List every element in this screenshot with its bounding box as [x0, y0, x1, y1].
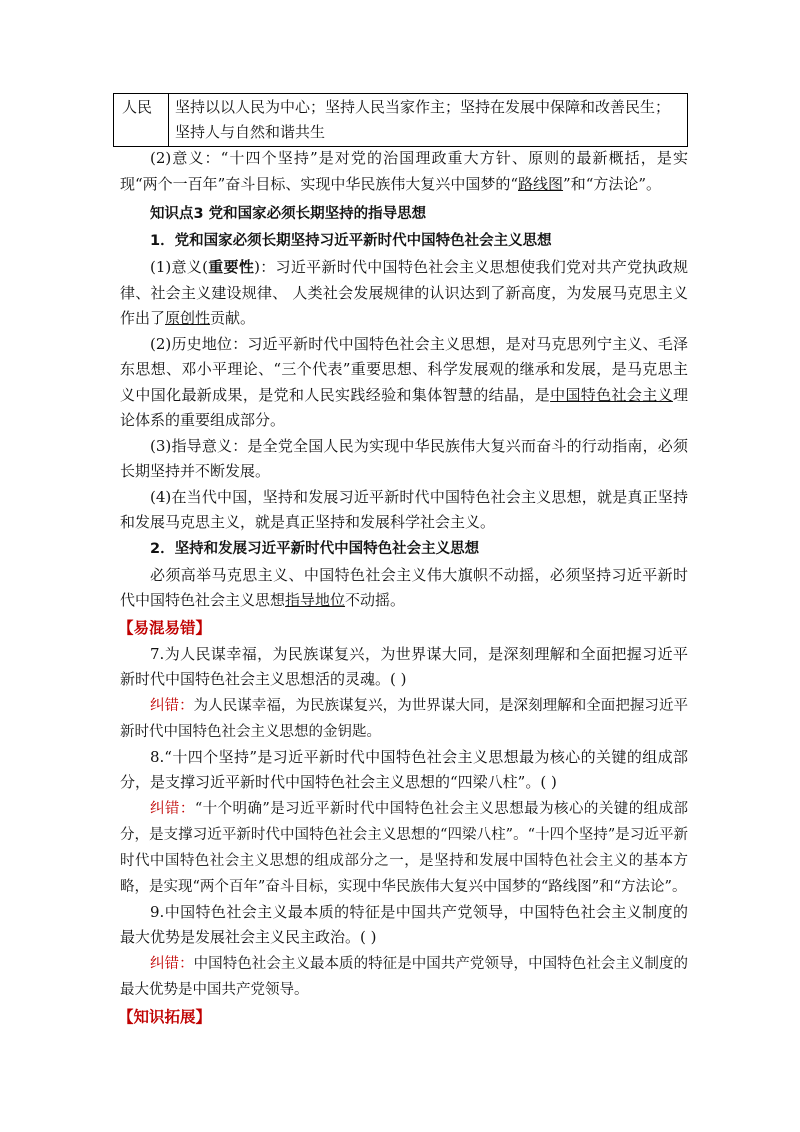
document-body [120, 146, 688, 1031]
section1-p1 [120, 255, 688, 332]
text-span: 不动摇。 [345, 591, 406, 609]
question-item: 8.“十四个坚持”是习近平新时代中国特色社会主义思想最为核心的关键的组成部分，是支撑习近平新时代中国特色社会主义思想的“四梁八柱”。( ) [120, 747, 688, 791]
correction-label: 纠错： [150, 800, 195, 817]
table-content-cell: 坚持以以人民为中心；坚持人民当家作主；坚持在发展中保障和改善民生；坚持人与自然和谐共生 [169, 94, 688, 147]
underlined-term: 中国特色社会主义 [550, 385, 673, 404]
correction-label: 纠错： [150, 955, 194, 972]
correction-text: 为人民谋幸福，为民族谋复兴，为世界谋大同，是深刻理解和全面把握习近平新时代中国特色社会主义思想的金钥匙。 [120, 697, 688, 740]
significance-paragraph [120, 146, 688, 197]
confusion-section-title: 【易混易错】 [118, 618, 212, 637]
summary-table [113, 93, 688, 147]
knowledge-point-heading: 知识点3 党和国家必须长期坚持的指导思想 [150, 206, 427, 222]
text-span: 贡献。 [210, 309, 256, 327]
correction-text: “十个明确”是习近平新时代中国特色社会主义思想最为核心的关键的组成部分，是支撑习近平新时代中国特色社会主义思想的“四梁八柱”。“十四个坚持”是习近平新时代中国特色社会主义思想的组成部分之一，是坚持和发展中国特色社会主义的基本方略，是实现“两个百年”奋斗目标，实现中华民族伟大复兴中国梦的“路线图”和“方法论”。 [120, 800, 689, 895]
section1-p3: (3)指导意义：是全党全国人民为实现中华民族伟大复兴而奋斗的行动指南，必须长期坚持并不断发展。 [120, 436, 688, 480]
underlined-term: 指导地位 [285, 591, 346, 609]
section1-p2 [120, 332, 688, 434]
section2-heading: 2．坚持和发展习近平新时代中国特色社会主义思想 [150, 540, 480, 557]
question-item: 9.中国特色社会主义最本质的特征是中国共产党领导，中国特色社会主义制度的最大优势是发展社会主义民主政治。( ) [120, 902, 688, 946]
expansion-section-title: 【知识拓展】 [118, 1007, 212, 1026]
text-span: 必须高举马克思主义、中国特色社会主义伟大旗帜不动摇，必须坚持习近平新时代中国特色社会主义思想 [120, 565, 688, 609]
correction-text: 中国特色社会主义最本质的特征是中国共产党领导，中国特色社会主义制度的最大优势是中国共产党领导。 [120, 955, 688, 998]
text-span: )：习近平新时代中国特色社会主义思想使我们党对共产党执政规律、社会主义建设规律、 人类社会发展规律的认识达到了新高度，为发展马克思主义作出了 [120, 258, 688, 327]
underlined-term: 路线图 [518, 174, 564, 193]
text-span: (2)历史地位：习近平新时代中国特色社会主义思想，是对马克思列宁主义、毛泽东思想、邓小平理论、“三个代表”重要思想、科学发展观的继承和发展，是马克思主义中国化最新成果，是党和人民实践经验和集体智慧的结晶，是 [120, 334, 688, 404]
section1-heading: 1．党和国家必须长期坚持习近平新时代中国特色社会主义思想 [150, 233, 552, 249]
text-span: 理论体系的重要组成部分。 [120, 385, 688, 429]
correction-item [120, 693, 688, 745]
correction-item [120, 951, 688, 1003]
bold-term: 重要性 [207, 258, 255, 276]
table-category-cell: 人民 [114, 94, 169, 147]
correction-label: 纠错： [150, 697, 194, 714]
section1-p4: (4)在当代中国，坚持和发展习近平新时代中国特色社会主义思想，就是真正坚持和发展马克思主义，就是真正坚持和发展科学社会主义。 [120, 487, 688, 531]
text-span: ”和“方法论”。 [563, 174, 662, 193]
underlined-term: 原创性 [165, 309, 211, 327]
section2-paragraph [120, 563, 688, 614]
table-row [114, 94, 688, 147]
correction-item [120, 796, 688, 900]
question-item: 7.为人民谋幸福，为民族谋复兴，为世界谋大同，是深刻理解和全面把握习近平新时代中国特色社会主义思想活的灵魂。( ) [120, 644, 688, 688]
text-span: (1)意义( [150, 258, 208, 276]
text-span: (2)意义：“十四个坚持”是对党的治国理政重大方针、原则的最新概括，是实现“两个一百年”奋斗目标、实现中华民族伟大复兴中国梦的“ [120, 149, 688, 193]
